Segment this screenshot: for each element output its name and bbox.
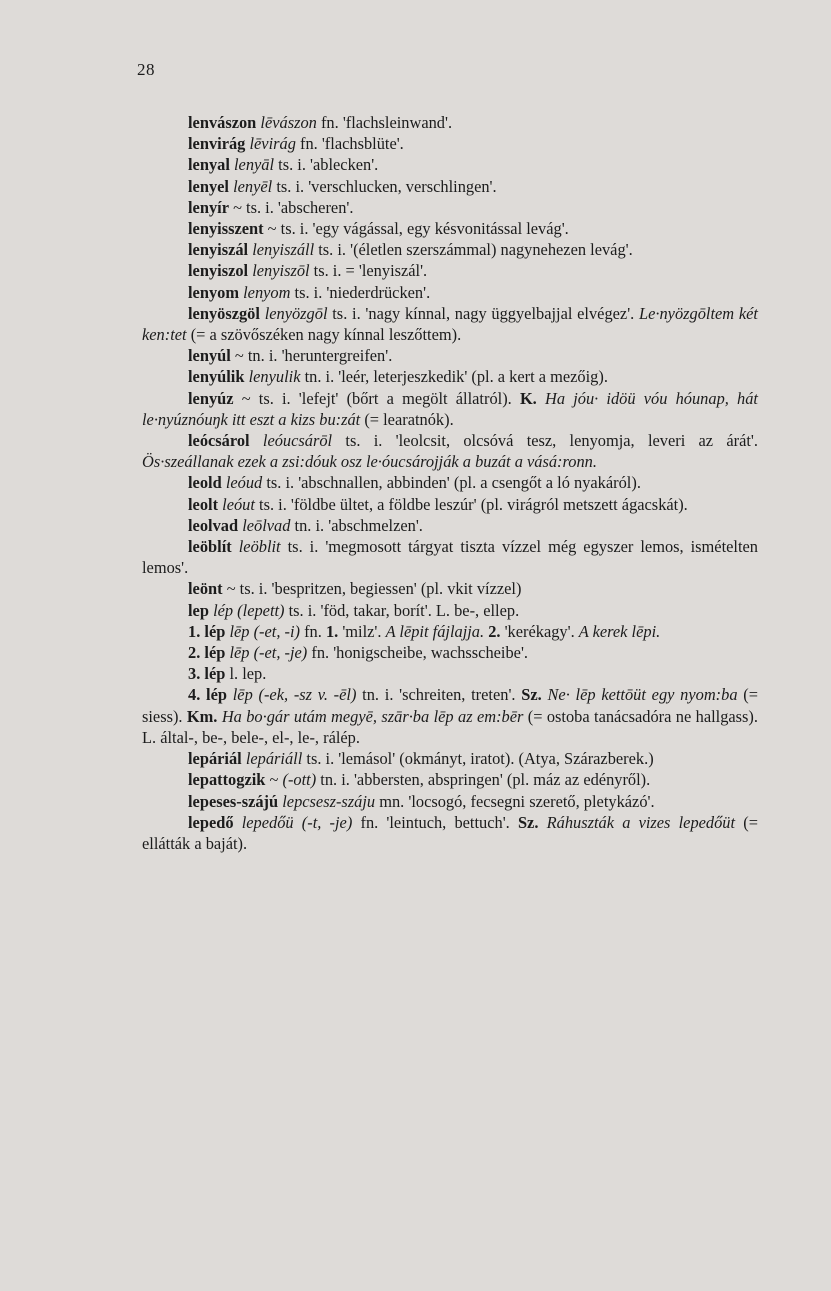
entry-text: tn. i. 'abschmelzen'. [290,515,423,535]
entry-dialect-form: lepcsesz-száju [282,791,376,811]
entry-text: ts. i. 'nagy kínnal, nagy üggyelbajjal elvégez'. [327,303,639,323]
entry-headword: lenyír [188,197,229,217]
entry-headword: 2. [488,621,501,641]
dictionary-entry [142,472,758,493]
dictionary-entry [142,260,758,281]
entry-text: fn. [300,621,326,641]
dictionary-entry [142,133,758,154]
entry-text: ~ ts. i. 'abscheren'. [228,197,354,217]
dictionary-entry [142,748,758,769]
entry-dialect-form: lenyiszōl [252,261,310,281]
entry-headword: lenyal [188,155,230,175]
entry-text: ~ ts. i. 'bespritzen, begiessen' (pl. vkit vízzel) [222,579,522,599]
dictionary-entry [142,388,758,430]
entry-headword: lenyom [188,282,239,302]
entry-headword: lenyiszál [188,240,249,260]
dictionary-entry [142,282,758,303]
entry-headword: lenvászon [188,113,257,132]
dictionary-entry [142,812,758,854]
dictionary-entry [142,218,758,239]
entry-dialect-form: lēvászon [260,113,317,132]
entry-text: ~ ts. i. 'lefejt' (bőrt a megölt állatról). [233,388,520,408]
entry-dialect-form: lenyāl [234,155,275,175]
entry-headword: leöblít [188,537,232,557]
entry-dialect-form: lēp (-ek, -sz v. -ēl) [232,685,357,705]
dictionary-entry [142,621,758,642]
entry-example: A lēpit fájlajja. [385,621,485,641]
entry-dialect-form: lenyom [243,282,291,302]
dictionary-entry [142,430,758,472]
entry-dialect-form: leōlvad [242,515,291,535]
entry-dialect-form: lenyulik [248,367,301,387]
entry-text: 'kerékagy'. [500,621,579,641]
dictionary-entry [142,345,758,366]
dictionary-entry [142,578,758,599]
entry-text: fn. 'flachsleinwand'. [316,113,453,132]
dictionary-column [142,112,758,854]
dictionary-entry [142,642,758,663]
entry-headword: leold [188,473,222,493]
entry-headword: leolvad [188,515,239,535]
entry-text: (= ellátták a baját). [142,812,758,853]
entry-text: ~ tn. i. 'heruntergreifen'. [230,346,393,366]
entry-text: ts. i. '(életlen szerszámmal) nagynehezen levág'. [314,240,633,260]
entry-headword: lenyel [188,176,229,196]
page-number: 28 [137,60,155,79]
entry-example: Ne· lēp kettōüt egy nyom:ba [547,685,738,705]
entry-example: Le·nyözgōltem két ken:tet [142,303,758,345]
entry-headword: K. [519,388,537,408]
entry-headword: Km. [186,706,218,726]
entry-headword: 2. lép [188,643,226,663]
entry-headword: 3. lép [188,664,226,684]
entry-text: ts. i. 'leolcsit, olcsóvá tesz, lenyomja, leveri az árát'. [332,431,758,451]
entry-headword: lepeses-szájú [188,791,279,811]
entry-text [538,813,546,832]
entry-text: ts. i. 'föd, takar, borít'. L. be-, ellep. [284,600,520,620]
entry-text: fn. 'honigscheibe, wachsscheibe'. [307,643,529,663]
dictionary-entry [142,197,758,218]
entry-text: l. lep. [225,664,267,684]
entry-text: ts. i. 'megmosott tárgyat tiszta vízzel még egyszer lemos, ismételten lemos'. [142,537,758,578]
entry-example: Ha jóu· idöü vóu hóunap, hát le·nyúznóuŋk itt eszt a kizs bu:zát [142,388,758,429]
entry-example: A kerek lēpi. [578,621,661,641]
dictionary-entry [142,494,758,515]
entry-dialect-form: lép (lepett) [213,600,285,620]
entry-headword: lenyiszol [188,261,249,281]
entry-dialect-form: (-ott) [282,770,317,790]
entry-text: (= a szövőszéken nagy kínnal leszőttem). [186,325,462,345]
entry-dialect-form: lēvirág [249,134,296,154]
entry-headword: lenyöszgöl [188,303,260,323]
entry-text: ~ [265,770,283,790]
entry-text: ~ ts. i. 'egy vágással, egy késvonitással levág'. [263,219,569,239]
entry-space [234,813,242,832]
entry-space [250,431,263,450]
entry-text: fn. 'leintuch, bettuch'. [352,812,518,832]
entry-text: (= ostoba tanácsadóra ne hallgass). L. által-, be-, bele-, el-, le-, rálép. [142,706,758,747]
dictionary-entry [142,769,758,790]
dictionary-entry [142,791,758,812]
entry-text: ts. i. 'földbe ültet, a földbe leszúr' (pl. virágról metszett ágacskát). [254,494,688,514]
entry-headword: 4. lép [188,685,227,705]
entry-text: mn. 'locsogó, fecsegni szerető, pletykázó'. [375,791,655,811]
dictionary-entry [142,112,758,133]
entry-text: tn. i. 'abbersten, abspringen' (pl. máz az edényről). [316,770,651,790]
entry-dialect-form: leöblit [238,537,281,557]
entry-text: (= learatnók). [360,409,454,429]
entry-dialect-form: lenyiszáll [252,240,315,260]
entry-text: ts. i. 'abschnallen, abbinden' (pl. a csengőt a ló nyakáról). [262,473,641,493]
dictionary-entry [142,239,758,260]
entry-dialect-form: lēp (-et, -i) [229,621,300,641]
entry-headword: leolt [188,494,219,514]
entry-headword: lenyúz [188,388,234,408]
entry-headword: Sz. [517,812,539,832]
entry-headword: lenyúl [188,346,231,366]
entry-text: (= siess). [142,685,758,726]
entry-text: tn. i. 'leér, leterjeszkedik' (pl. a kert a mezőig). [300,367,608,387]
entry-dialect-form: lepedőü (-t, -je) [241,812,353,832]
entry-headword: leönt [188,579,223,599]
entry-text: ts. i. 'verschlucken, verschlingen'. [272,176,497,196]
entry-headword: leócsárol [188,431,250,451]
entry-dialect-form: lēp (-et, -je) [229,643,308,663]
entry-text [537,389,545,408]
entry-text: ts. i. 'niederdrücken'. [290,282,431,302]
entry-example: Ha bo·gár utám megyē, szār·ba lēp az em:bēr [221,706,524,726]
entry-dialect-form: leóud [225,473,263,493]
entry-headword: lenyisszent [188,219,264,239]
dictionary-entry [142,515,758,536]
entry-headword: lepattogzik [188,770,266,790]
entry-headword: 1. lép [188,621,226,641]
entry-headword: lenvirág [188,134,246,154]
dictionary-entry [142,684,758,748]
entry-headword: 1. [325,621,339,641]
dictionary-entry [142,176,758,197]
entry-text: fn. 'flachsblüte'. [295,134,404,154]
dictionary-entry [142,536,758,578]
entry-dialect-form: lepáriáll [245,749,303,769]
entry-text: ts. i. 'lemásol' (okmányt, iratot). (Atya, Szárazberek.) [302,749,654,769]
entry-headword: Sz. [521,685,542,705]
entry-example: Ráhuszták a vizes lepedőüt [546,812,736,832]
entry-text: ts. i. = 'lenyiszál'. [309,261,428,281]
entry-dialect-form: leóut [222,494,255,514]
entry-text: tn. i. 'schreiten, treten'. [356,685,522,705]
entry-example: Ös·szeállanak ezek a zsi:dóuk osz le·óucsárojják a buzát a vásá:ronn. [142,452,597,472]
entry-headword: lepedő [188,812,234,832]
dictionary-entry [142,366,758,387]
entry-dialect-form: leóucsárōl [262,431,333,451]
dictionary-entry [142,154,758,175]
dictionary-entry [142,663,758,684]
entry-space [232,537,239,556]
entry-dialect-form: lenyēl [233,176,273,196]
entry-headword: lenyúlik [188,367,245,387]
entry-headword: lepáriál [188,749,242,769]
entry-dialect-form: lenyözgōl [264,303,328,323]
entry-headword: lep [188,600,209,620]
entry-text: ts. i. 'ablecken'. [274,155,379,175]
dictionary-entry [142,600,758,621]
dictionary-entry [142,303,758,345]
entry-text: 'milz'. [338,621,386,641]
